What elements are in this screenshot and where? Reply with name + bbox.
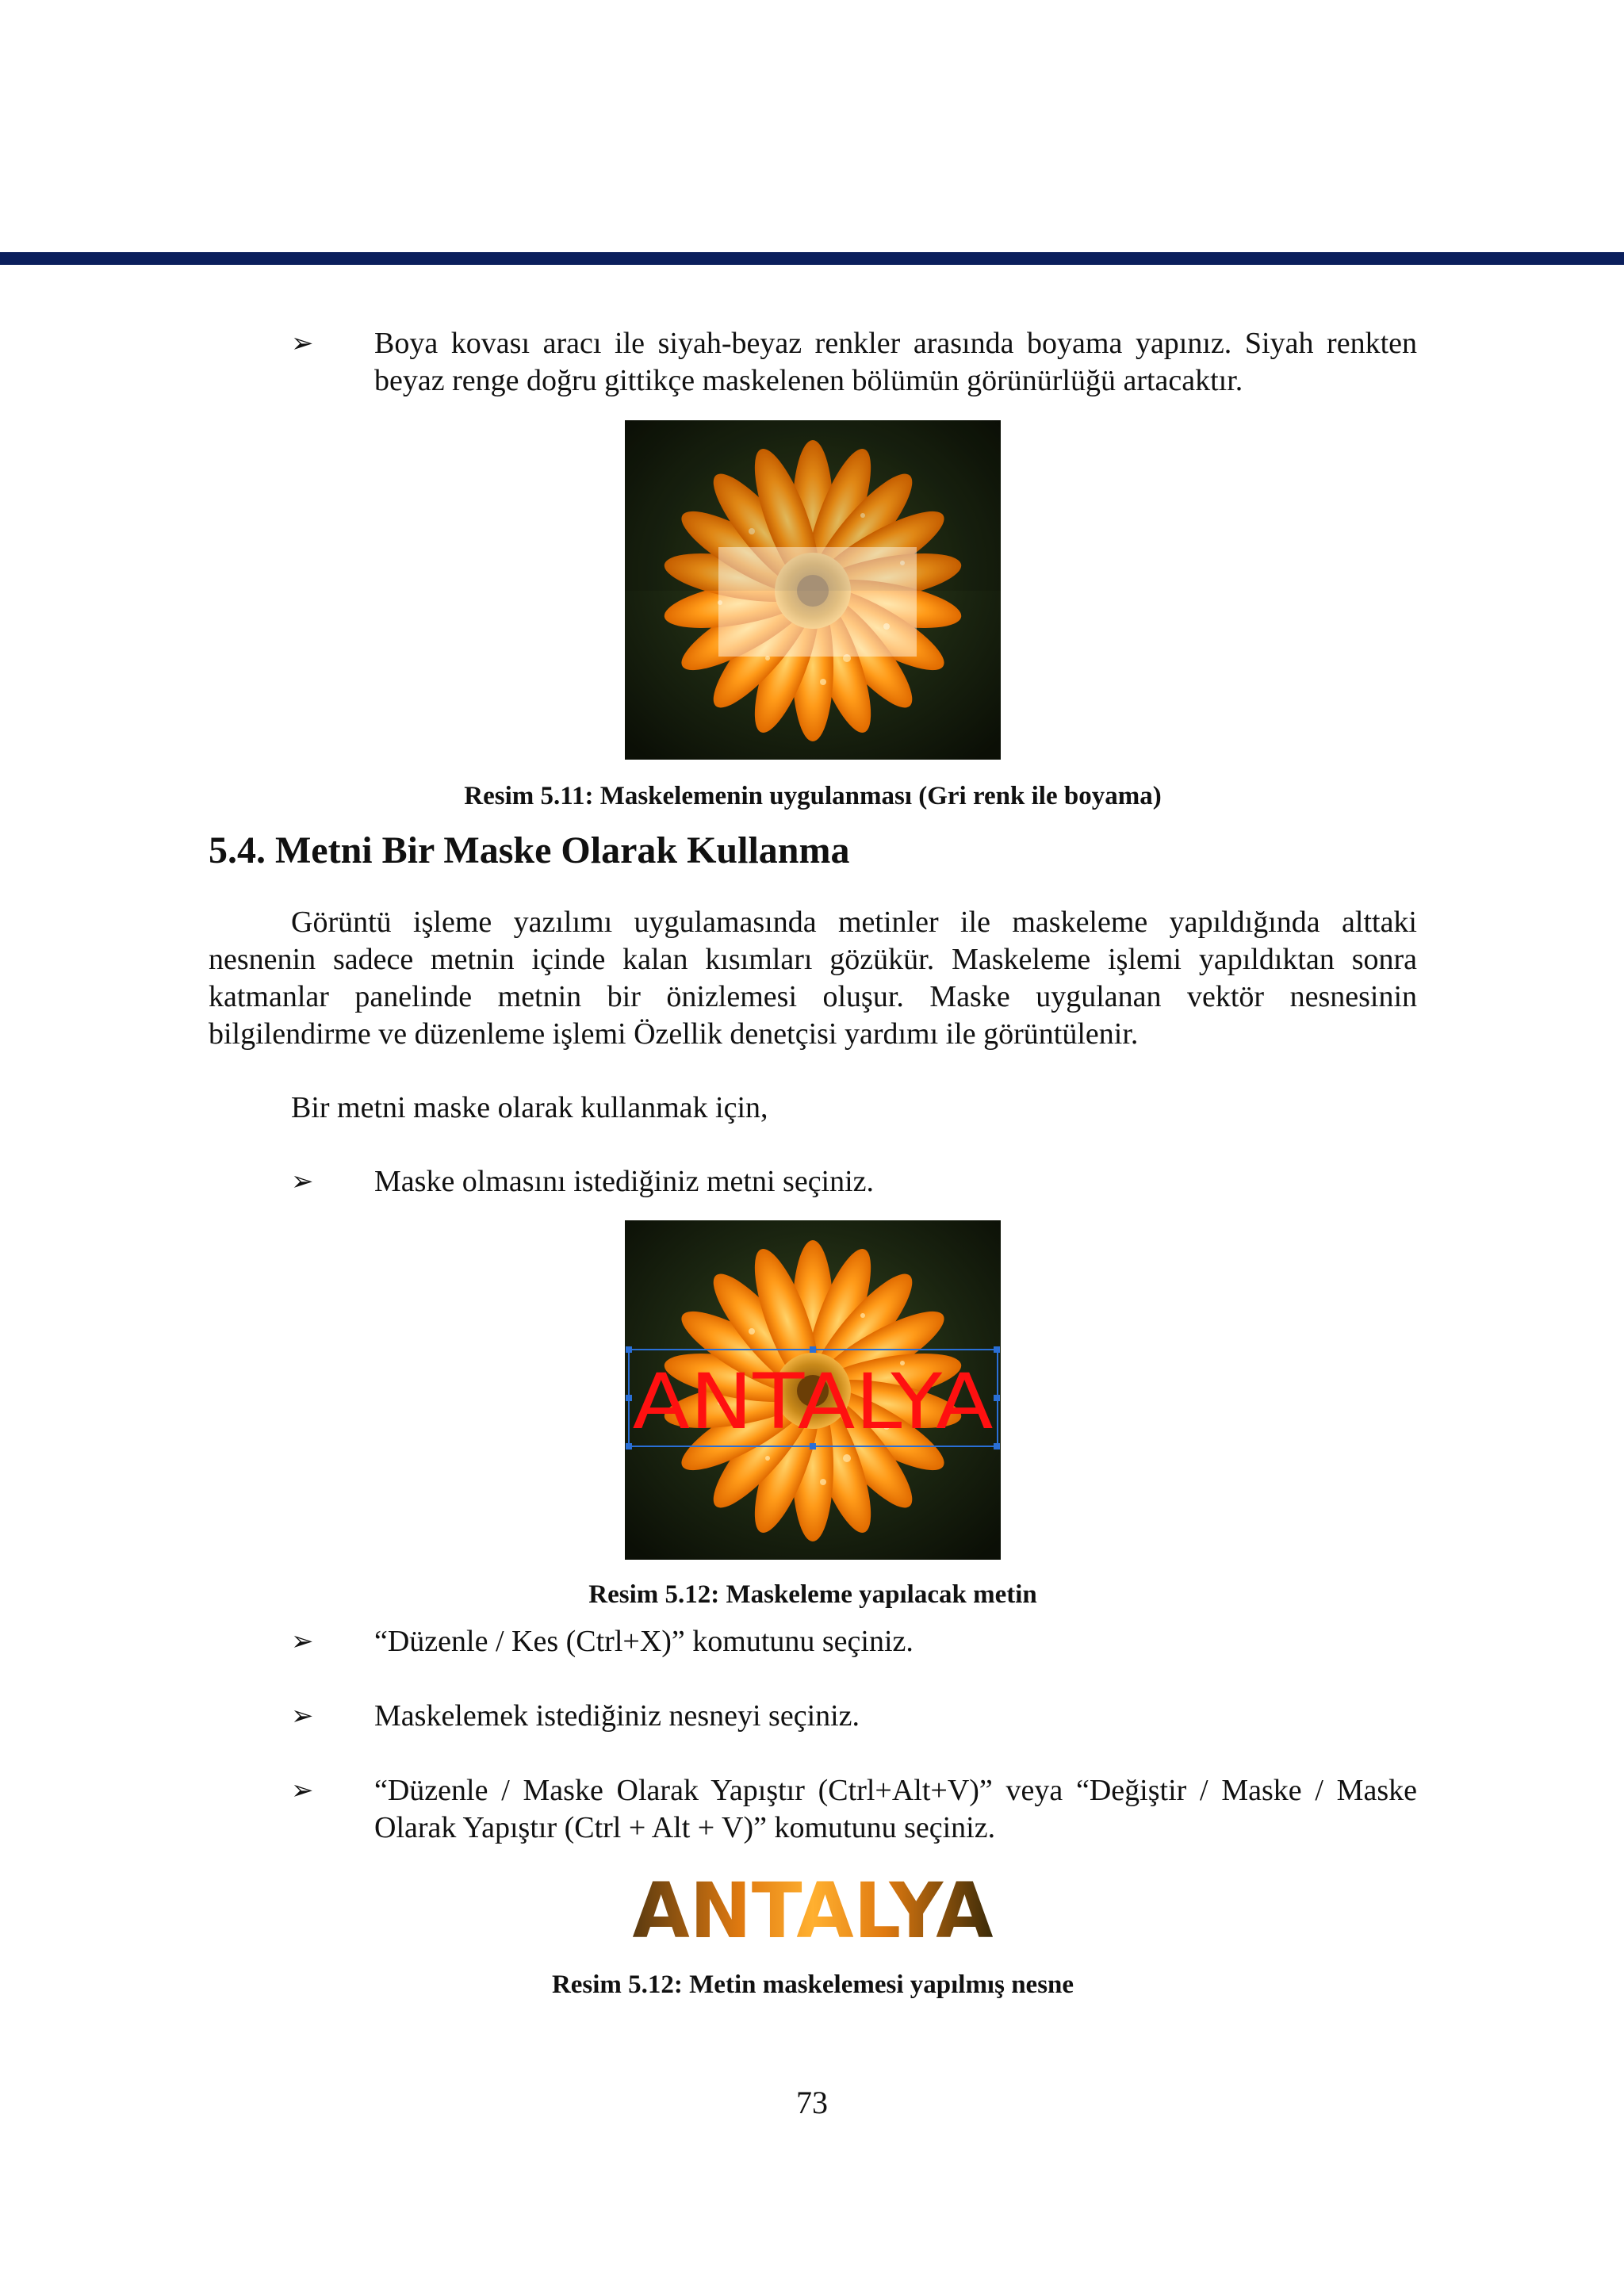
figure-caption: Resim 5.11: Maskelemenin uygulanması (Gri renk ile boyama) <box>464 782 1162 810</box>
bullet-text: “Düzenle / Kes (Ctrl+X)” komutunu seçiniz. <box>374 1625 914 1658</box>
mask-text: ANTALYA <box>632 1358 994 1446</box>
bullet-item <box>209 1623 1417 1660</box>
bullet-text: Maskelemek istediğiniz nesneyi seçiniz. <box>374 1699 860 1733</box>
page-content <box>209 325 1417 2001</box>
bullet-item <box>209 325 1417 400</box>
bullet-item <box>209 1698 1417 1735</box>
arrow-bullet-icon: ➢ <box>291 327 314 359</box>
flower-image <box>625 420 1001 760</box>
masked-text-image <box>625 1864 1001 1953</box>
arrow-bullet-icon: ➢ <box>291 1700 314 1732</box>
arrow-bullet-icon: ➢ <box>291 1626 314 1657</box>
figure-caption: Resim 5.12: Metin maskelemesi yapılmış nesne <box>551 1970 1074 1999</box>
figure-flower-text-selected <box>625 1220 1001 1560</box>
header-rule <box>0 252 1624 265</box>
bullet-text: Boya kovası aracı ile siyah-beyaz renkler arasında boyama yapınız. Siyah renkten beyaz renge doğru gittikçe maskelenen bölümün görünürlüğü artacaktır. <box>374 327 1417 397</box>
masked-text: ANTALYA <box>632 1867 994 1953</box>
arrow-bullet-icon: ➢ <box>291 1166 314 1197</box>
bullet-item <box>209 1772 1417 1847</box>
bullet-text: “Düzenle / Maske Olarak Yapıştır (Ctrl+Alt+V)” veya “Değiştir / Maske / Maske Olarak Yapıştır (Ctrl + Alt + V)” komutunu seçiniz. <box>374 1774 1417 1844</box>
flower-image <box>625 1220 1001 1560</box>
figure-caption: Resim 5.12: Maskeleme yapılacak metin <box>588 1580 1037 1609</box>
body-paragraph: Görüntü işleme yazılımı uygulamasında metinler ile maskeleme yapıldığında alttaki nesnenin sadece metnin içinde kalan kısımları gözükür. Maskeleme işlemi yapıldıktan sonra katmanlar panelinde metnin bir önizlemesi oluşur. Maske uygulanan vektör nesnesinin bilgilendirme ve düzenleme işlemi Özellik denetçisi yardımı ile görüntülenir. <box>209 906 1417 1051</box>
section-heading: 5.4. Metni Bir Maske Olarak Kullanma <box>209 829 850 871</box>
page-number: 73 <box>796 2085 828 2120</box>
intro-text: Bir metni maske olarak kullanmak için, <box>291 1091 768 1124</box>
figure-masked-text <box>625 1864 1001 1953</box>
figure-flower-gray-mask <box>625 420 1001 760</box>
bullet-text: Maske olmasını istediğiniz metni seçiniz. <box>374 1165 875 1198</box>
bullet-item <box>209 1163 1417 1201</box>
arrow-bullet-icon: ➢ <box>291 1775 314 1806</box>
